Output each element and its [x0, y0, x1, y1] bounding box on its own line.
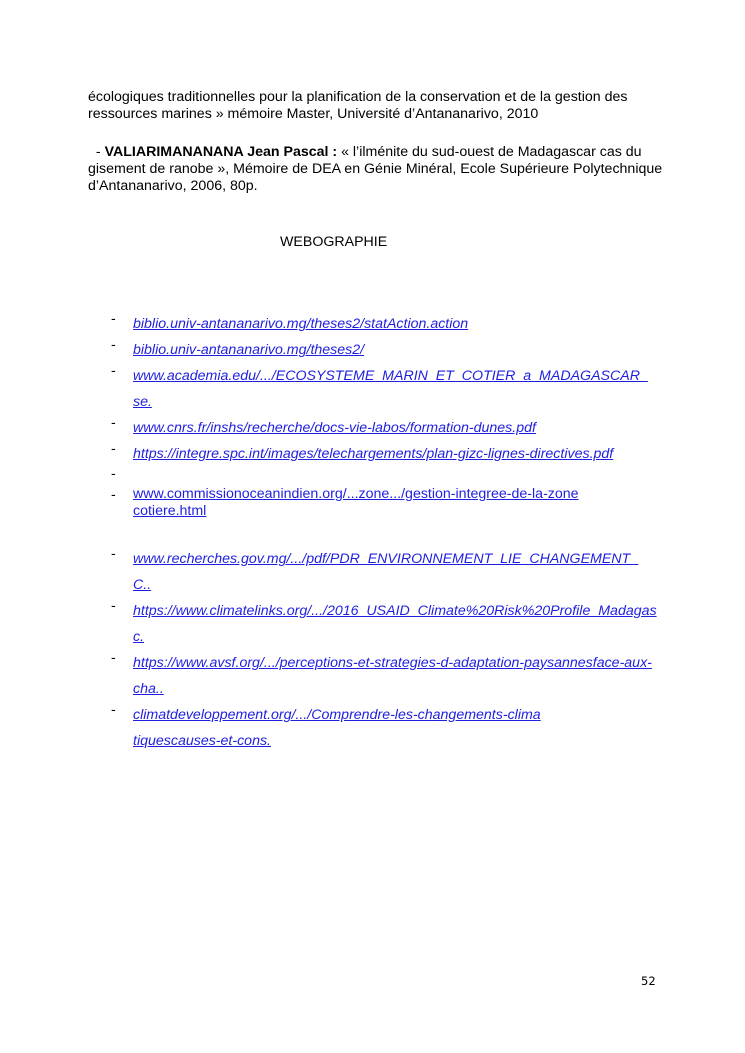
list-bullet: -	[111, 311, 116, 327]
web-link[interactable]: www.commissionoceanindien.org/...zone.../gestion-integree-de-la-zonecotiere.html	[133, 486, 579, 519]
list-bullet: -	[111, 598, 116, 614]
list-bullet: -	[111, 337, 116, 353]
list-bullet: -	[111, 415, 116, 431]
list-bullet: -	[111, 546, 116, 562]
webography-heading: WEBOGRAPHIE	[280, 234, 388, 250]
reference-entry-continued: écologiques traditionnelles pour la planification de la conservation et de la gestion des ressources marines » mémoire Master, Université d’Antananarivo, 2010	[88, 89, 628, 122]
list-bullet: -	[111, 650, 116, 666]
reference-author: VALIARIMANANANA Jean Pascal :	[104, 144, 338, 160]
web-link[interactable]: www.academia.edu/.../ECOSYSTEME_MARIN_ET_COTIER_a_MADAGASCAR_se.	[133, 368, 648, 410]
list-bullet: -	[111, 466, 116, 482]
web-link[interactable]: climatdeveloppement.org/.../Comprendre-les-changements-climatiquescauses-et-cons.	[133, 707, 541, 749]
web-link[interactable]: www.recherches.gov.mg/.../pdf/PDR_ENVIRONNEMENT_LIE_CHANGEMENT_C..	[133, 551, 639, 593]
reference-prefix: -	[88, 144, 105, 160]
list-bullet: -	[111, 363, 116, 379]
list-bullet: -	[111, 702, 116, 718]
web-link[interactable]: https://integre.spc.int/images/telechargements/plan-gizc-lignes-directives.pdf	[133, 446, 614, 462]
web-link[interactable]: biblio.univ-antananarivo.mg/theses2/statAction.action	[133, 316, 469, 332]
web-link[interactable]: biblio.univ-antananarivo.mg/theses2/	[133, 342, 365, 358]
list-bullet: -	[111, 441, 116, 457]
page-number: 52	[641, 974, 656, 988]
web-link[interactable]: https://www.climatelinks.org/.../2016_USAID_Climate%20Risk%20Profile_Madagasc.	[133, 603, 657, 645]
web-link[interactable]: https://www.avsf.org/.../perceptions-et-strategies-d-adaptation-paysannesface-aux-cha..	[133, 655, 652, 697]
list-bullet: -	[111, 487, 116, 503]
reference-details: « l’ilménite du sud-ouest de Madagascar cas du gisement de ranobe », Mémoire de DEA en Génie Minéral, Ecole Supérieure Polytechnique d’Antananarivo, 2006, 80p.	[88, 144, 663, 194]
reference-entry-valiarimananana	[88, 144, 668, 195]
web-link[interactable]: www.cnrs.fr/inshs/recherche/docs-vie-labos/formation-dunes.pdf	[133, 420, 536, 436]
